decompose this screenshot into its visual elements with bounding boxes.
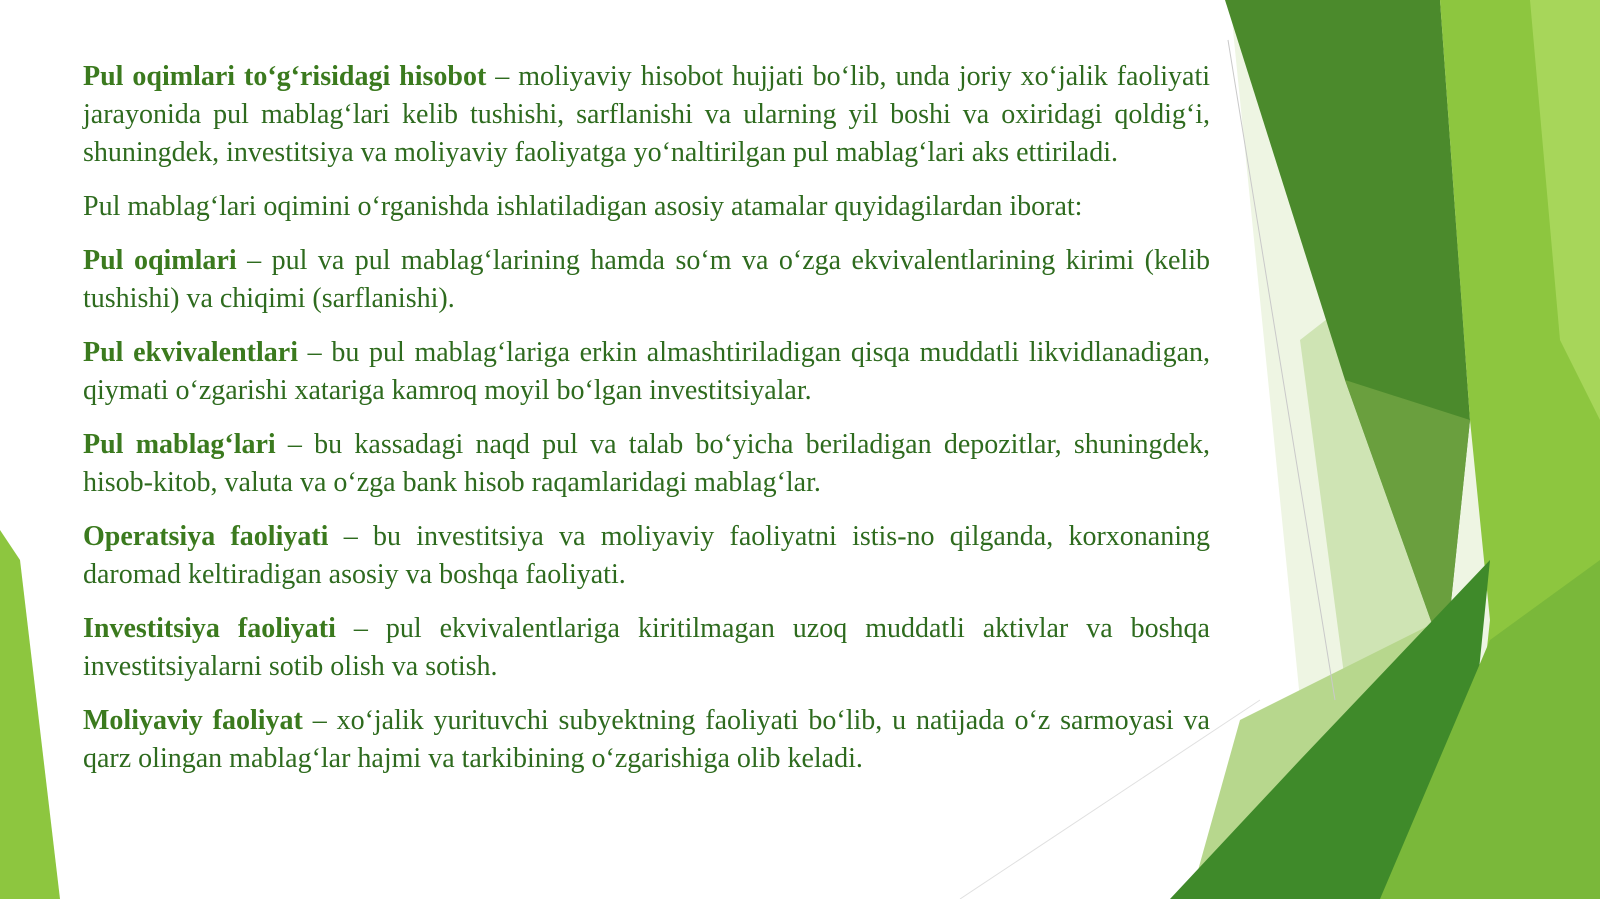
left-green-sliver: [0, 530, 60, 899]
definition-financing-activity: – xo‘jalik yurituvchi subyektning faoliyati bo‘lib, u natijada o‘z sarmoyasi va qarz olingan mablag‘lar hajmi va tarkibining o‘zgarishiga olib keladi.: [83, 705, 1210, 774]
term-investing-activity: Investitsiya faoliyati: [83, 613, 336, 644]
slide-body: [83, 58, 1210, 794]
paragraph-cash-flows: [83, 242, 1210, 318]
paragraph-cash-equivalents: [83, 334, 1210, 410]
paragraph-operating-activity: [83, 518, 1210, 594]
paragraph-investing-activity: [83, 610, 1210, 686]
paragraph-report-definition: [83, 58, 1210, 172]
paragraph-cash-funds: [83, 426, 1210, 502]
term-financing-activity: Moliyaviy faoliyat: [83, 705, 303, 736]
definition-cash-flows: – pul va pul mablag‘larining hamda so‘m va o‘zga ekvivalentlarining kirimi (kelib tushishi) va chiqimi (sarflanishi).: [83, 245, 1210, 314]
definition-report: – moliyaviy hisobot hujjati bo‘lib, unda joriy xo‘jalik faoliyati jarayonida pul mablag‘lari kelib tushishi, sarflanishi va ularning yil boshi va oxiridagi qoldig‘i, shuningdek, investitsiya va moliyaviy faoliyatga yo‘naltirilgan pul mablag‘lari aks ettiriladi.: [83, 61, 1211, 168]
definition-investing-activity: – pul ekvivalentlariga kiritilmagan uzoq muddatli aktivlar va boshqa investitsiyalarni sotib olish va sotish.: [83, 613, 1210, 682]
term-cash-funds: Pul mablag‘lari: [83, 429, 276, 460]
definition-cash-funds: – bu kassadagi naqd pul va talab bo‘yicha beriladigan depozitlar, shuningdek, hisob-kitob, valuta va o‘zga bank hisob raqamlaridagi mablag‘lar.: [83, 429, 1210, 498]
term-report: Pul oqimlari to‘g‘risidagi hisobot: [83, 61, 487, 92]
intro-text: Pul mablag‘lari oqimini o‘rganishda ishlatiladigan asosiy atamalar quyidagilardan iborat:: [83, 191, 1083, 222]
term-operating-activity: Operatsiya faoliyati: [83, 521, 329, 552]
definition-cash-equivalents: – bu pul mablag‘lariga erkin almashtiriladigan qisqa muddatli likvidlanadigan, qiymati o‘zgarishi xatariga kamroq moyil bo‘lgan investitsiyalar.: [83, 337, 1210, 406]
definition-operating-activity: – bu investitsiya va moliyaviy faoliyatni istis-no qilganda, korxonaning daromad keltiradigan asosiy va boshqa faoliyati.: [83, 521, 1210, 590]
paragraph-intro: [83, 188, 1210, 226]
paragraph-financing-activity: [83, 702, 1210, 778]
term-cash-equivalents: Pul ekvivalentlari: [83, 337, 298, 368]
term-cash-flows: Pul oqimlari: [83, 245, 237, 276]
